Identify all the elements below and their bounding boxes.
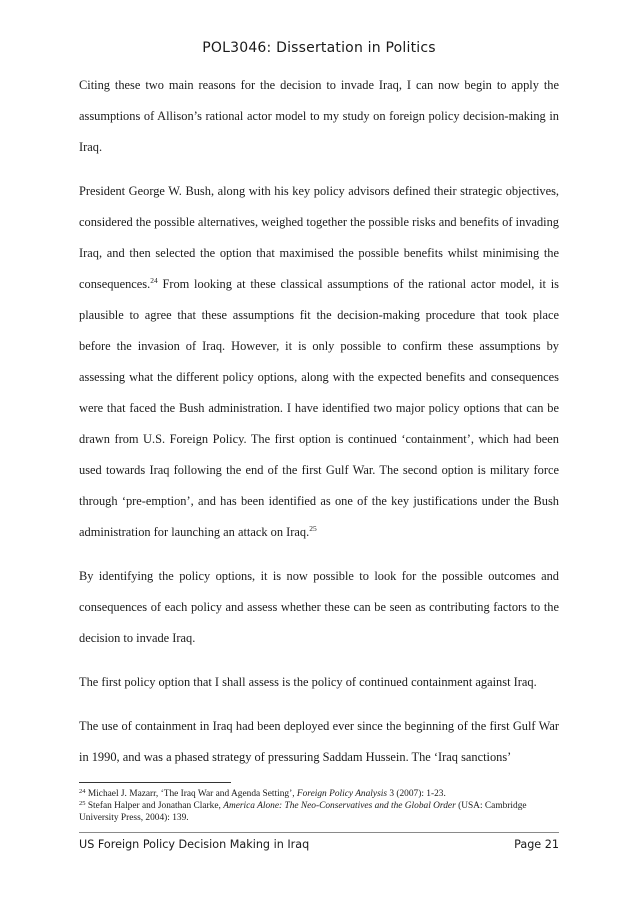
footer-title: US Foreign Policy Decision Making in Iraq bbox=[79, 838, 310, 851]
paragraph-text: From looking at these classical assumptions of the rational actor model, it is plausible to agree that these assumptions fit the decision-making procedure that took place before the invasion of Iraq. However, it is only possible to confirm these assumptions by assessing what the different policy options, along with the expected benefits and consequences were that faced the Bush administration. I have identified two major policy options that can be drawn from U.S. Foreign Policy. The first option is continued ‘containment’, which had been used towards Iraq following the end of the first Gulf War. The second option is military force through ‘pre-emption’, and has been identified as one of the key justifications under the Bush administration for launching an attack on Iraq. bbox=[79, 277, 559, 539]
footnote-text: Michael J. Mazarr, ‘The Iraq War and Agenda Setting’, bbox=[85, 789, 297, 799]
footnotes bbox=[79, 788, 559, 824]
body-text bbox=[79, 70, 559, 786]
paragraph-text: President George W. Bush, along with his key policy advisors defined their strategic objectives, considered the possible alternatives, weighed together the possible risks and benefits of invading Iraq, and then selected the option that maximised the possible benefits whilst minimising the consequences. bbox=[79, 184, 559, 291]
paragraph: By identifying the policy options, it is now possible to look for the possible outcomes and consequences of each policy and assess whether these can be seen as contributing factors to the decision to invade Iraq. bbox=[79, 569, 559, 645]
footnote-text: Stefan Halper and Jonathan Clarke, bbox=[85, 801, 224, 811]
footnote-text: (USA: Cambridge University Press, 2004): 139. bbox=[79, 801, 527, 823]
page-header: POL3046: Dissertation in Politics bbox=[202, 40, 436, 56]
footnote bbox=[79, 788, 559, 800]
paragraph: The use of containment in Iraq had been deployed ever since the beginning of the first Gulf War in 1990, and was a phased strategy of pressuring Saddam Hussein. The ‘Iraq sanctions’ bbox=[79, 719, 559, 764]
paragraph: The first policy option that I shall assess is the policy of continued containment against Iraq. bbox=[79, 675, 537, 689]
footnote-ref[interactable]: 25 bbox=[309, 524, 317, 533]
footnote-number: 24 bbox=[79, 788, 86, 795]
footnote-number: 25 bbox=[79, 800, 86, 807]
footnote-title: Foreign Policy Analysis bbox=[296, 789, 387, 799]
footer-divider bbox=[79, 832, 559, 833]
paragraph bbox=[79, 176, 559, 548]
footnote-text: 3 (2007): 1-23. bbox=[386, 789, 446, 799]
footnote-title: America Alone: The Neo-Conservatives and the Global Order bbox=[223, 801, 456, 811]
footnote bbox=[79, 800, 559, 824]
footnote-divider bbox=[79, 782, 231, 783]
page-number: Page 21 bbox=[514, 838, 559, 851]
paragraph: Citing these two main reasons for the decision to invade Iraq, I can now begin to apply the assumptions of Allison’s rational actor model to my study on foreign policy decision-making in Iraq. bbox=[79, 78, 559, 154]
footnote-ref[interactable]: 24 bbox=[150, 276, 158, 285]
